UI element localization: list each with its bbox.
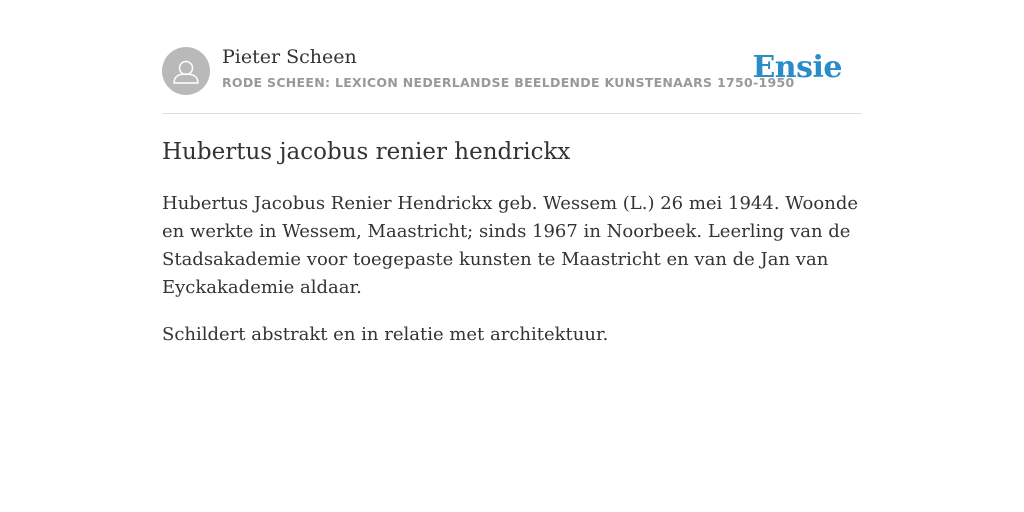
- article-paragraph: Schildert abstrakt en in relatie met architektuur.: [162, 324, 609, 345]
- article-card: [162, 0, 862, 345]
- source-title[interactable]: RODE SCHEEN: LEXICON NEDERLANDSE BEELDENDE KUNSTENAARS 1750-1950: [222, 75, 795, 90]
- article-header: [162, 0, 862, 114]
- author-name[interactable]: Pieter Scheen: [222, 46, 357, 68]
- article-paragraph: Hubertus Jacobus Renier Hendrickx geb. Wessem (L.) 26 mei 1944. Woonde en werkte in Wessem, Maastricht; sinds 1967 in Noorbeek. Leerling van de Stadsakademie voor toegepaste kunsten te Maastricht en van de Jan van Eyckakademie aldaar.: [162, 193, 858, 298]
- user-silhouette-icon: [162, 47, 210, 95]
- page-title: Hubertus jacobus renier hendrickx: [162, 139, 571, 165]
- article-body: [162, 190, 862, 368]
- ensie-logo[interactable]: Ensie: [752, 50, 842, 85]
- avatar[interactable]: [162, 47, 210, 95]
